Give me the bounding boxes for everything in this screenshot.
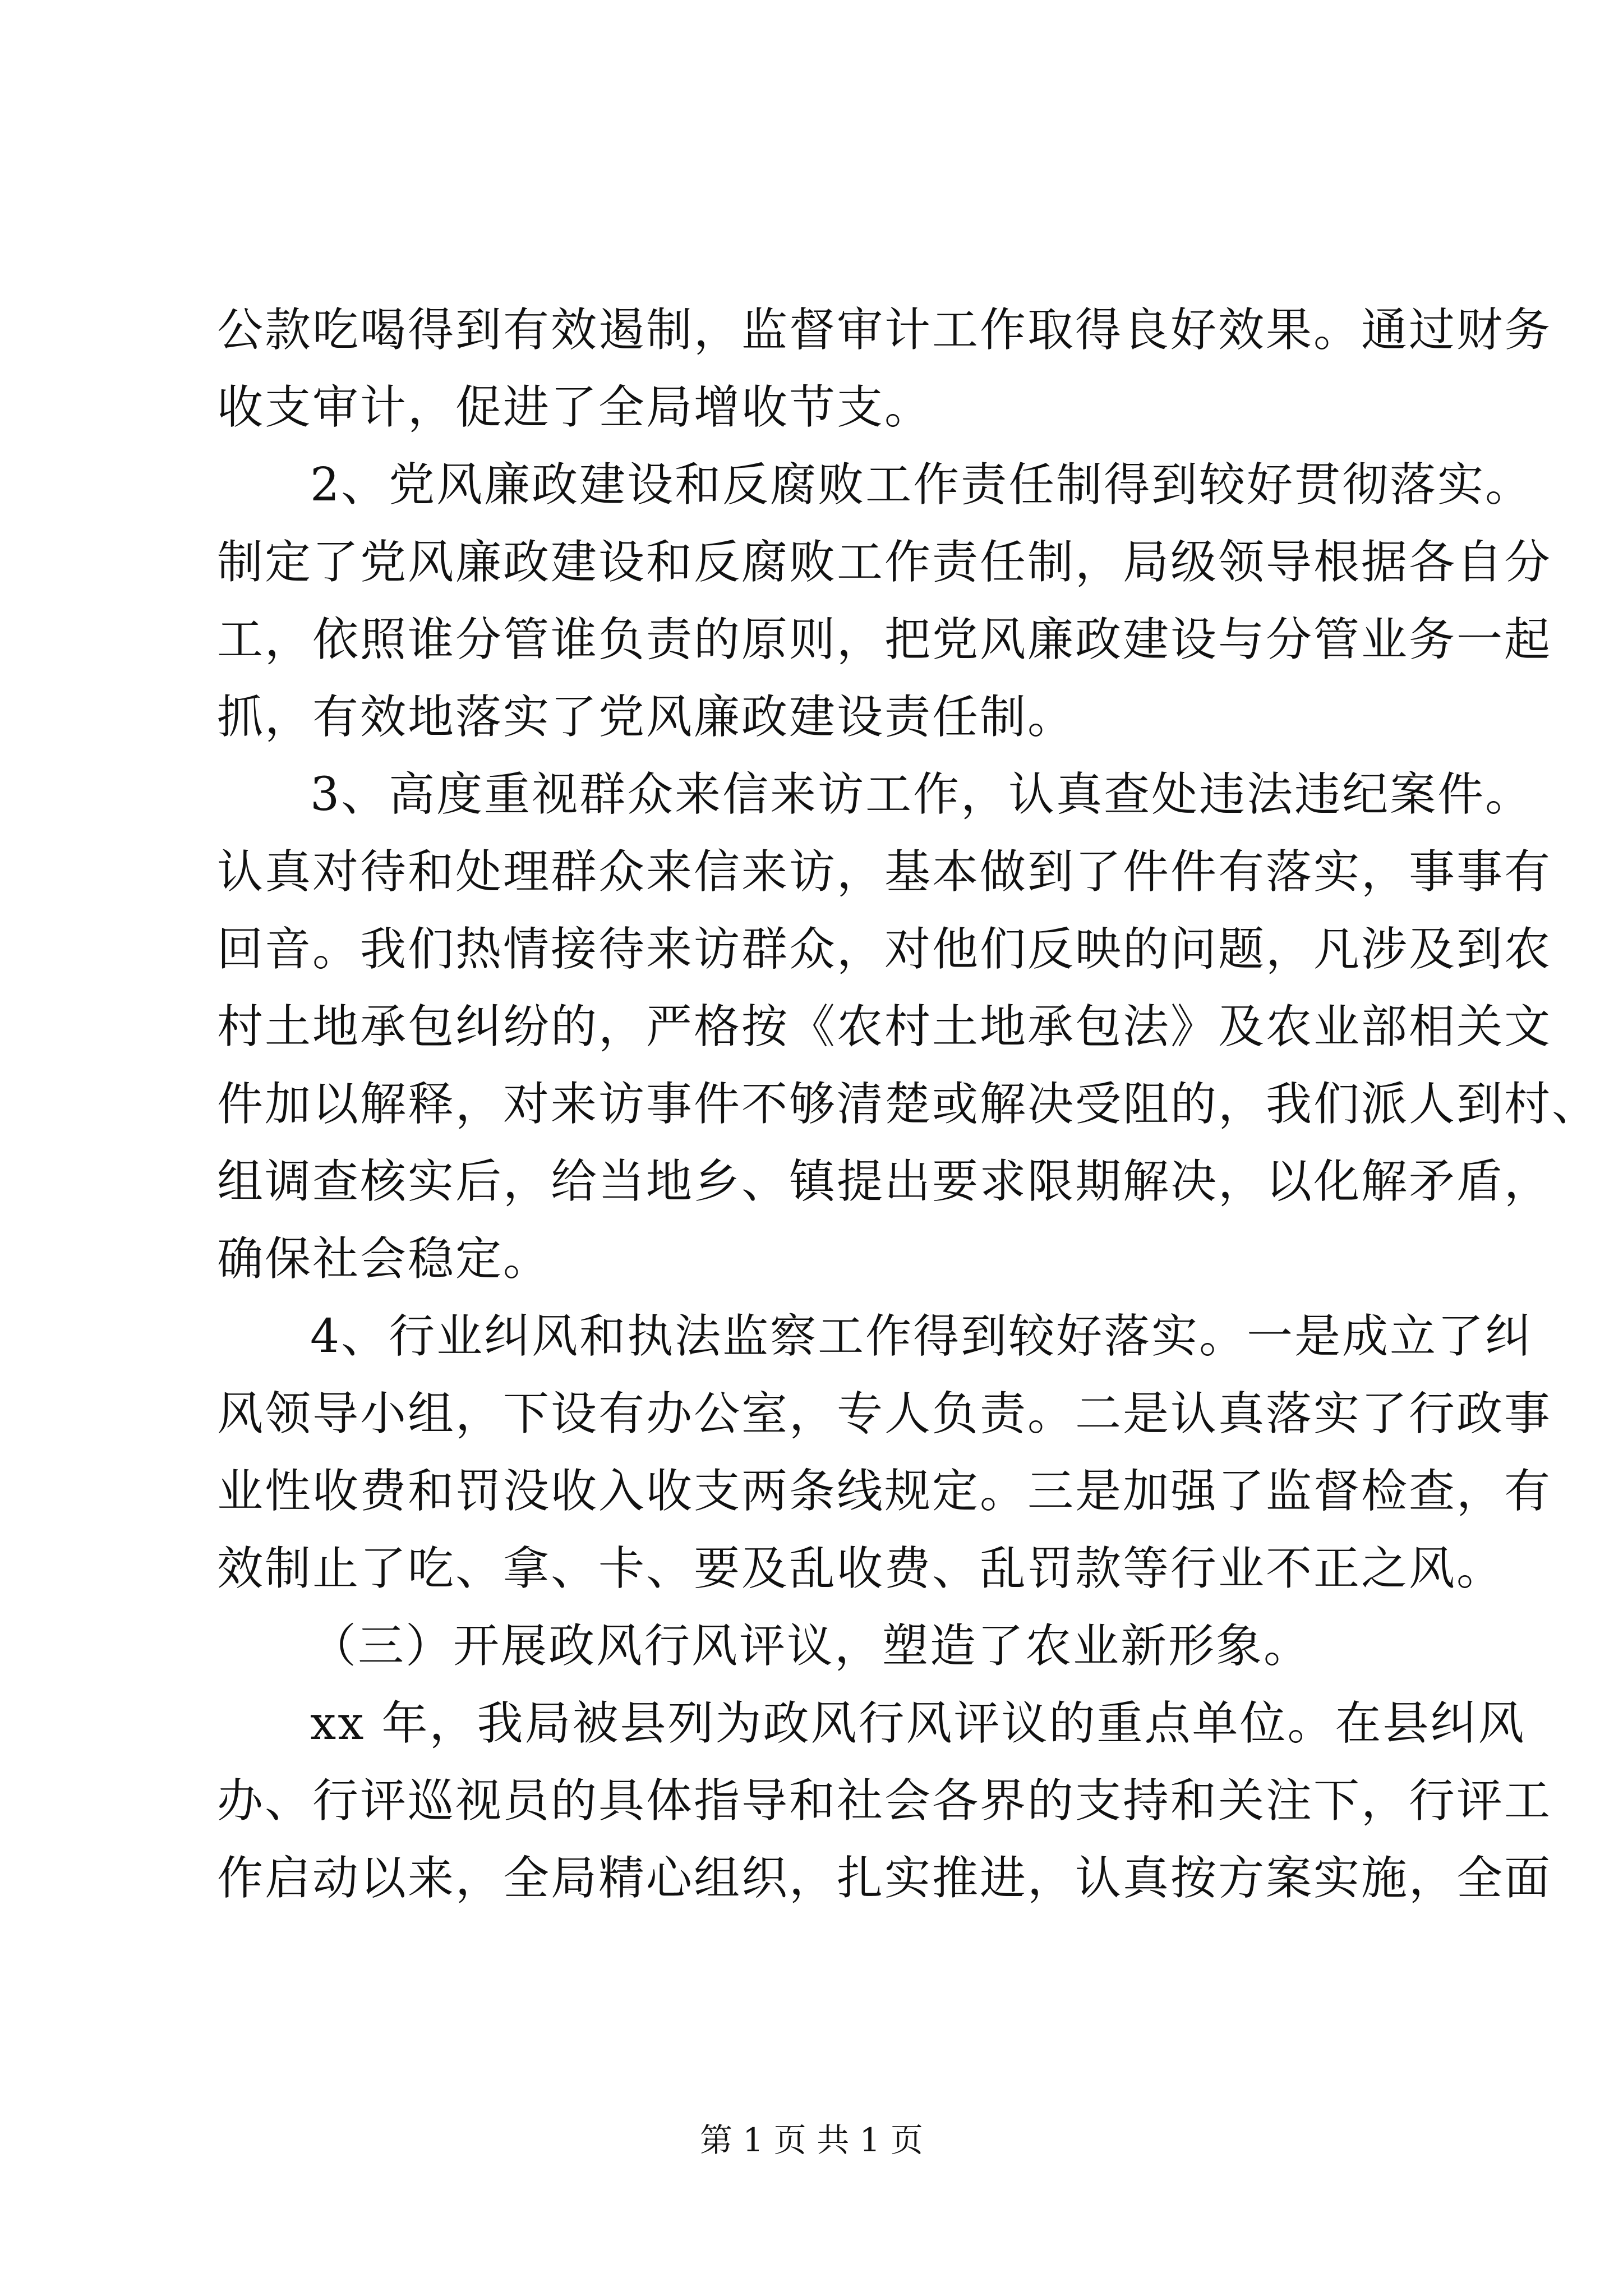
- body-line-4: 制定了党风廉政建设和反腐败工作责任制，局级领导根据各自分: [217, 536, 1552, 589]
- subsection-3-heading: （三）开展政风行风评议，塑造了农业新形象。: [310, 1619, 1312, 1673]
- body-line-21: 作启动以来，全局精心组织，扎实推进，认真按方案实施，全面: [217, 1852, 1552, 1905]
- page-footer: 第 1 页 共 1 页: [700, 2121, 923, 2159]
- body-line-12: 组调查核实后，给当地乡、镇提出要求限期解决，以化解矛盾，: [217, 1155, 1552, 1208]
- body-line-20: 办、行评巡视员的具体指导和社会各界的支持和关注下，行评工: [217, 1774, 1552, 1828]
- body-line-5: 工，依照谁分管谁负责的原则，把党风廉政建设与分管业务一起: [217, 613, 1552, 666]
- body-line-1: 公款吃喝得到有效遏制，监督审计工作取得良好效果。通过财务: [217, 303, 1552, 357]
- body-line-17: 效制止了吃、拿、卡、要及乱收费、乱罚款等行业不正之风。: [217, 1542, 1505, 1595]
- body-line-11: 件加以解释，对来访事件不够清楚或解决受阻的，我们派人到村、: [217, 1078, 1600, 1131]
- body-line-19: xx 年，我局被县列为政风行风评议的重点单位。在县纠风: [310, 1697, 1526, 1750]
- section-2-heading: 2、党风廉政建设和反腐败工作责任制得到较好贯彻落实。: [310, 458, 1533, 512]
- section-4-heading: 4、行业纠风和执法监察工作得到较好落实。一是成立了纠: [310, 1310, 1533, 1363]
- body-line-6: 抓，有效地落实了党风廉政建设责任制。: [217, 691, 1076, 744]
- body-line-2: 收支审计，促进了全局增收节支。: [217, 381, 933, 434]
- body-line-8: 认真对待和处理群众来信来访，基本做到了件件有落实，事事有: [217, 845, 1552, 899]
- section-3-heading: 3、高度重视群众来信来访工作，认真查处违法违纪案件。: [310, 768, 1533, 821]
- body-line-10: 村土地承包纠纷的，严格按《农村土地承包法》及农业部相关文: [217, 1000, 1552, 1053]
- body-line-9: 回音。我们热情接待来访群众，对他们反映的问题，凡涉及到农: [217, 923, 1552, 976]
- body-line-13: 确保社会稳定。: [217, 1232, 551, 1286]
- document-body: [217, 292, 1600, 1917]
- body-line-16: 业性收费和罚没收入收支两条线规定。三是加强了监督检查，有: [217, 1465, 1552, 1518]
- body-line-15: 风领导小组，下设有办公室，专人负责。二是认真落实了行政事: [217, 1387, 1552, 1441]
